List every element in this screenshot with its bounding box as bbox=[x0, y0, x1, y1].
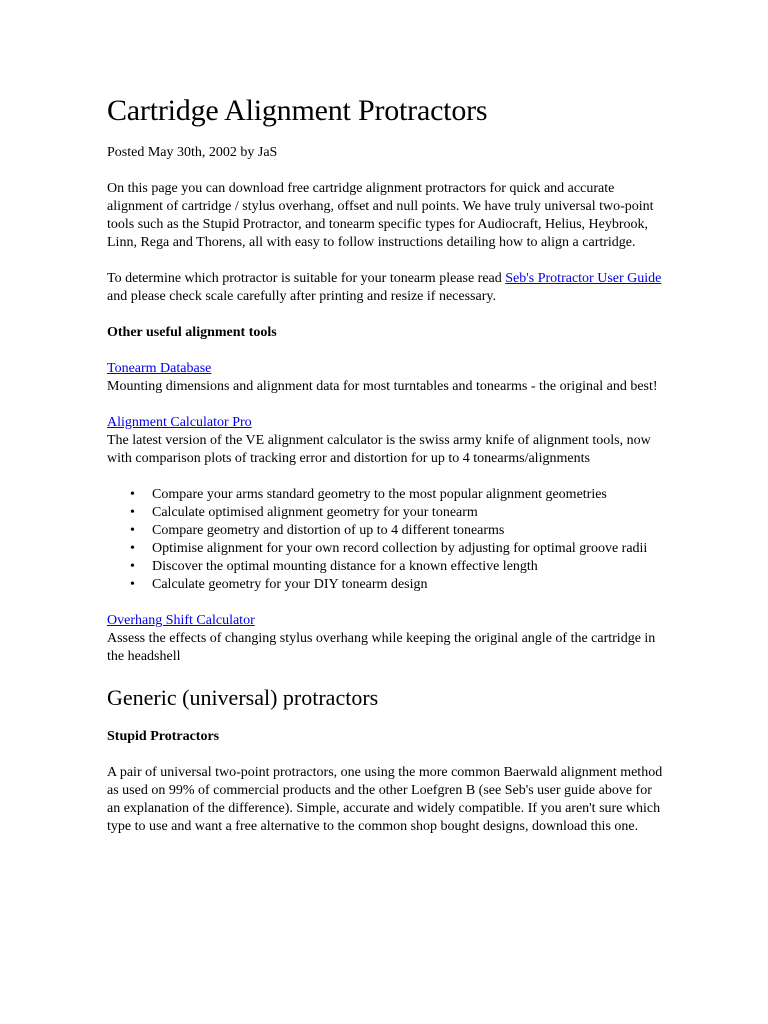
feature-text: Optimise alignment for your own record collection by adjusting for optimal groove radii bbox=[152, 541, 648, 556]
tonearm-database-link[interactable]: Tonearm Database bbox=[107, 361, 212, 376]
list-item bbox=[130, 576, 668, 594]
feature-text: Calculate geometry for your DIY tonearm design bbox=[152, 577, 428, 592]
feature-text: Calculate optimised alignment geometry for your tonearm bbox=[152, 505, 478, 520]
list-item bbox=[130, 486, 668, 504]
intro-paragraph: On this page you can download free cartridge alignment protractors for quick and accurate alignment of cartridge / stylus overhang, offset and null points. We have truly universal two-point tools such as the Stupid Protractor, and tonearm specific types for Audiocraft, Helius, Heybrook, Linn, Rega and Thorens, all with easy to follow instructions detailing how to align a cartridge. bbox=[107, 181, 654, 250]
bullet-icon: • bbox=[130, 523, 135, 538]
bullet-icon: • bbox=[130, 505, 135, 520]
list-item bbox=[130, 504, 668, 522]
alignment-calculator-description: The latest version of the VE alignment calculator is the swiss army knife of alignment tools, now with comparison plots of tracking error and distortion for up to 4 tonearms/alignments bbox=[107, 433, 651, 466]
list-item bbox=[130, 522, 668, 540]
page-title: Cartridge Alignment Protractors bbox=[107, 94, 488, 127]
tool-alignment-calculator bbox=[107, 414, 668, 468]
tool-tonearm-database bbox=[107, 360, 668, 396]
overhang-shift-description: Assess the effects of changing stylus overhang while keeping the original angle of the cartridge in the headshell bbox=[107, 631, 656, 664]
determine-paragraph bbox=[107, 270, 668, 306]
bullet-icon: • bbox=[130, 577, 135, 592]
list-item bbox=[130, 558, 668, 576]
bullet-icon: • bbox=[130, 541, 135, 556]
stupid-protractors-paragraph: A pair of universal two-point protractors, one using the more common Baerwald alignment method as used on 99% of commercial products and the other Loefgren B (see Seb's user guide above for an explanation of the difference). Simple, accurate and widely compatible. If you aren't sure which type to use and want a free alternative to the common shop bought designs, download this one. bbox=[107, 765, 663, 834]
bullet-icon: • bbox=[130, 559, 135, 574]
determine-text-before: To determine which protractor is suitable for your tonearm please read bbox=[107, 271, 506, 286]
stupid-protractors-heading: Stupid Protractors bbox=[107, 729, 220, 744]
feature-list bbox=[107, 486, 668, 594]
feature-text: Compare geometry and distortion of up to 4 different tonearms bbox=[152, 523, 505, 538]
tonearm-database-description: Mounting dimensions and alignment data for most turntables and tonearms - the original and best! bbox=[107, 379, 658, 394]
feature-text: Discover the optimal mounting distance for a known effective length bbox=[152, 559, 538, 574]
tool-overhang-shift bbox=[107, 612, 668, 666]
bullet-icon: • bbox=[130, 487, 135, 502]
other-tools-heading: Other useful alignment tools bbox=[107, 325, 277, 340]
protractor-guide-link[interactable]: Seb's Protractor User Guide bbox=[505, 271, 662, 286]
generic-protractors-heading: Generic (universal) protractors bbox=[107, 685, 379, 710]
list-item bbox=[130, 540, 668, 558]
post-meta: Posted May 30th, 2002 by JaS bbox=[107, 145, 278, 160]
feature-text: Compare your arms standard geometry to the most popular alignment geometries bbox=[152, 487, 607, 502]
determine-text-after: and please check scale carefully after printing and resize if necessary. bbox=[107, 289, 496, 304]
alignment-calculator-link[interactable]: Alignment Calculator Pro bbox=[107, 415, 252, 430]
overhang-shift-link[interactable]: Overhang Shift Calculator bbox=[107, 613, 255, 628]
